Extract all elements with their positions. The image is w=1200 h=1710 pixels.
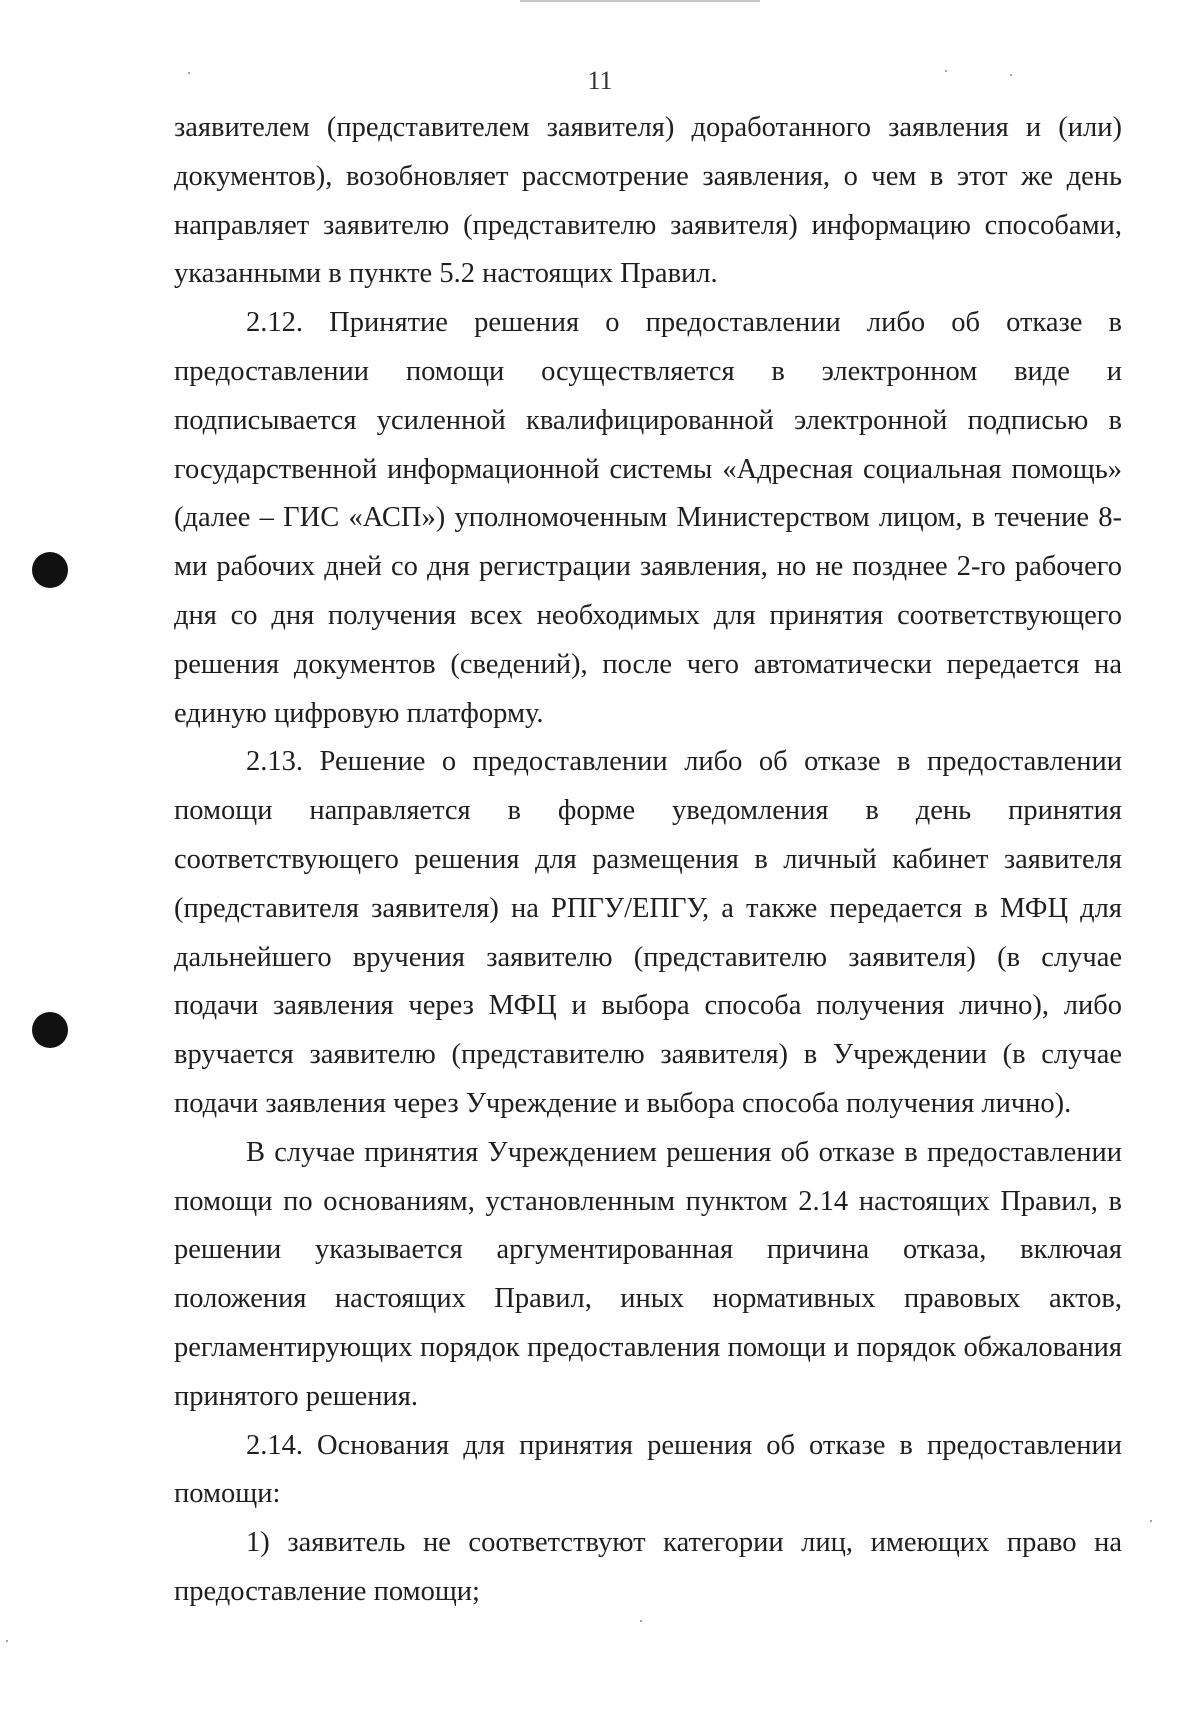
binder-punch-hole-upper — [32, 552, 68, 588]
top-edge-rule — [520, 0, 760, 2]
paragraph-clause-2-14-item-1: 1) заявитель не соответствуют категории лиц, имеющих право на предоставление помощи; — [174, 1527, 1122, 1607]
page-number: 11 — [587, 66, 613, 95]
paragraph-clause-2-12: 2.12. Принятие решения о предоставлении либо об отказе в предоставлении помощи осуществляется в электронном виде и подписывается усиленной квалифицированной электронной подписью в государственной информационной системы «Адресная социальная помощь» (далее – ГИС «АСП») уполномоченным Министерством лицом, в течение 8-ми рабочих дней со дня регистрации заявления, но не позднее 2-го рабочего дня со дня получения всех необходимых для принятия соответствующего решения документов (сведений), после чего автоматически передается на единую цифровую платформу. — [174, 307, 1122, 729]
paragraph-continuation: заявителем (представителем заявителя) доработанного заявления и (или) документов), возобновляет рассмотрение заявления, о чем в этот же день направляет заявителю (представителю заявителя) информацию способами, указанными в пункте 5.2 настоящих Правил. — [174, 112, 1122, 290]
scan-speck — [6, 1640, 8, 1642]
scan-speck — [945, 70, 947, 72]
paragraph-clause-2-14: 2.14. Основания для принятия решения об отказе в предоставлении помощи: — [174, 1429, 1122, 1510]
scan-speck — [188, 72, 190, 74]
binder-punch-hole-lower — [32, 1012, 68, 1048]
scan-speck — [1150, 1520, 1152, 1522]
scan-speck — [1010, 74, 1012, 76]
document-body — [174, 104, 1122, 1617]
paragraph-clause-2-13: 2.13. Решение о предоставлении либо об отказе в предоставлении помощи направляется в форме уведомления в день принятия соответствующего решения для размещения в личный кабинет заявителя (представителя заявителя) на РПГУ/ЕПГУ, а также передается в МФЦ для дальнейшего вручения заявителю (представителю заявителя) (в случае подачи заявления через МФЦ и выбора способа получения лично), либо вручается заявителю (представителю заявителя) в Учреждении (в случае подачи заявления через Учреждение и выбора способа получения лично). — [174, 746, 1122, 1119]
paragraph-refusal-reasoning: В случае принятия Учреждением решения об отказе в предоставлении помощи по основаниям, установленным пунктом 2.14 настоящих Правил, в решении указывается аргументированная причина отказа, включая положения настоящих Правил, иных нормативных правовых актов, регламентирующих порядок предоставления помощи и порядок обжалования принятого решения. — [174, 1136, 1122, 1412]
scan-speck — [640, 1620, 642, 1622]
